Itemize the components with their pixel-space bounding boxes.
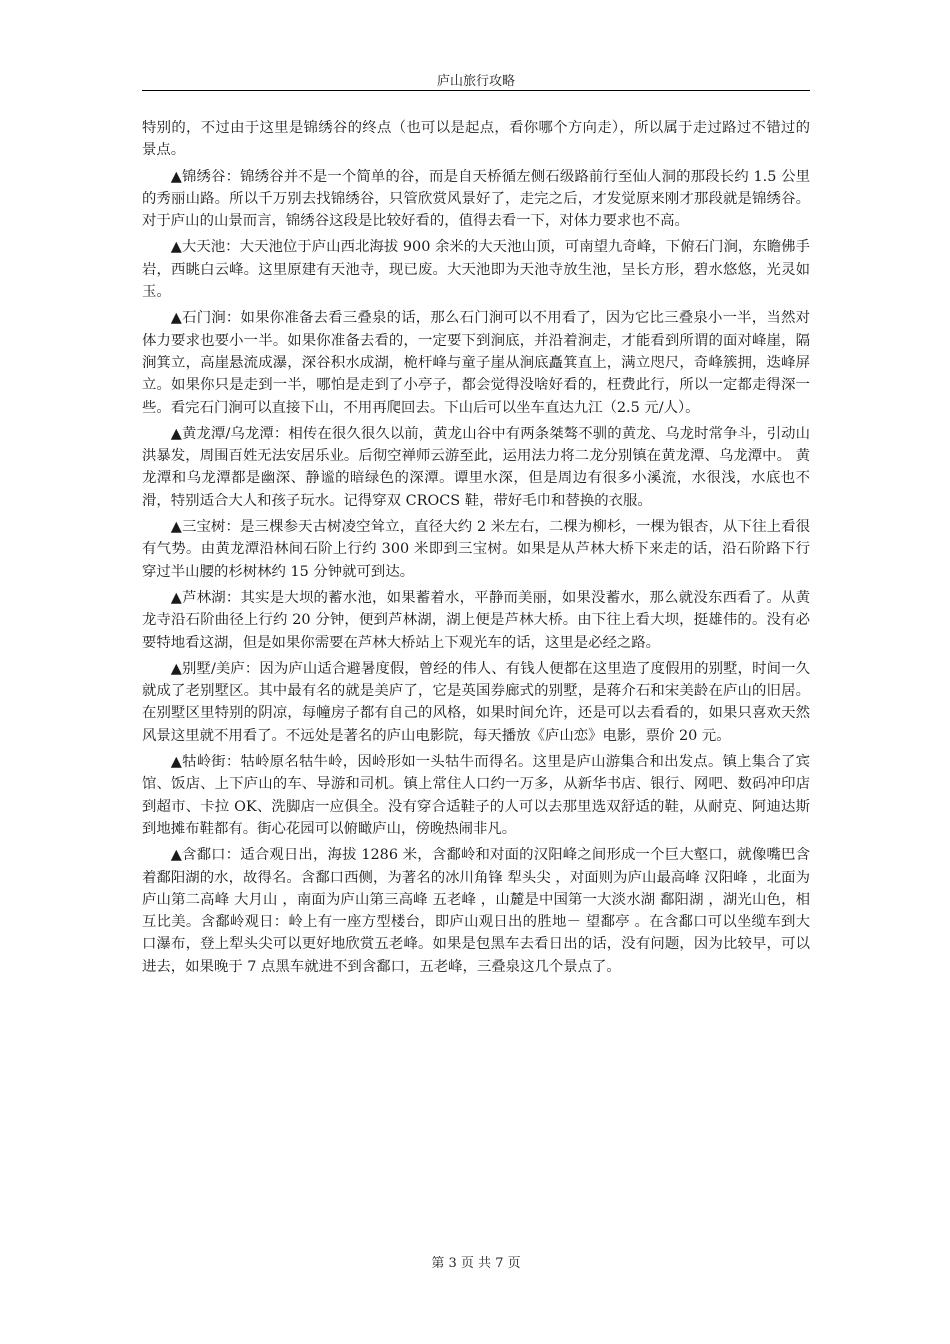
paragraph-shimenjian: ▲石门涧：如果你准备去看三叠泉的话，那么石门涧可以不用看了，因为它比三叠泉小一半，当然对体力要求也要小一半。如果你准备去看的，一定要下到涧底，并沿着涧走，才能看到所谓的面对峰崖，隔涧箕立，高崖悬流成瀑，深谷积水成湖，桅杆峰与童子崖从涧底矗箕直上，满立咫尺，奇峰簇拥，迭峰屏立。如果你只是走到一半，哪怕是走到了小亭子，都会觉得没啥好看的，枉费此行，所以一定都走得深一些。看完石门涧可以直接下山，不用再爬回去。下山后可以坐车直达九江（2.5 元/人）。: [142, 310, 810, 416]
paragraph-jinxiugu: ▲锦绣谷：锦绣谷并不是一个简单的谷，而是自天桥循左侧石级路前行至仙人洞的那段长约 1.5 公里的秀丽山路。所以千万别去找锦绣谷，只管欣赏风景好了，走完之后，才发觉原来刚才那段就是锦绣谷。对于庐山的山景而言，锦绣谷这段是比较好看的，值得去看一下，对体力要求也不高。: [142, 168, 810, 230]
paragraph-datianchi: ▲大天池：大天池位于庐山西北海拔 900 余米的大天池山顶，可南望九奇峰，下俯石门涧，东瞻佛手岩，西眺白云峰。这里原建有天池寺，现已废。大天池即为天池寺放生池，呈长方形，碧水悠悠，光灵如玉。: [142, 239, 810, 301]
paragraph-lulinhu: ▲芦林湖：其实是大坝的蓄水池，如果蓄着水，平静而美丽，如果没蓄水，那么就没东西看了。从黄龙寺沿石阶曲径上行约 20 分钟，便到芦林湖，湖上便是芦林大桥。由下往上看大坝，挺雄伟的。没有必要特地看这湖，但是如果你需要在芦林大桥站上下观光车的话，这里是必经之路。: [142, 589, 810, 651]
paragraph-gulingjie: ▲牯岭街：牯岭原名牯牛岭，因岭形如一头牯牛而得名。这里是庐山游集合和出发点。镇上集合了宾馆、饭店、上下庐山的车、导游和司机。镇上常住人口约一万多，从新华书店、银行、网吧、数码冲印店到超市、卡拉 OK、洗脚店一应俱全。没有穿合适鞋子的人可以去那里选双舒适的鞋，从耐克、阿迪达斯到地摊布鞋都有。街心花园可以俯瞰庐山，傍晚热闹非凡。: [142, 754, 810, 837]
paragraph-continuation: 特别的，不过由于这里是锦绣谷的终点（也可以是起点，看你哪个方向走），所以属于走过路过不错过的景点。: [142, 120, 810, 159]
page-header-title: 庐山旅行攻略: [436, 74, 515, 89]
paragraph-huanglongtan: ▲黄龙潭/乌龙潭：相传在很久很久以前，黄龙山谷中有两条桀骜不驯的黄龙、乌龙时常争斗，引动山洪暴发，周围百姓无法安居乐业。后彻空禅师云游至此，运用法力将二龙分别镇在黄龙潭、乌龙潭中。 黄龙潭和乌龙潭都是幽深、静谧的暗绿色的深潭。谭里水深，但是周边有很多小溪流，水很浅，水底也不滑，特别适合大人和孩子玩水。记得穿双 CROCS 鞋，带好毛巾和替换的衣服。: [142, 425, 810, 509]
paragraph-sanbaoshu: ▲三宝树：是三棵参天古树凌空耸立，直径大约 2 米左右，二棵为柳杉，一棵为银杏，从下往上看很有气势。由黄龙潭沿林间石阶上行约 300 米即到三宝树。如果是从芦林大桥下来走的话，沿石阶路下行穿过半山腰的杉树林约 15 分钟就可到达。: [142, 519, 810, 580]
page-footer-number: 第 3 页 共 7 页: [431, 1256, 521, 1271]
header-divider: [142, 90, 810, 91]
document-body: [142, 117, 810, 982]
paragraph-hanpokou: ▲含鄱口：适合观日出，海拔 1286 米，含鄱岭和对面的汉阳峰之间形成一个巨大壑口，就像嘴巴含着鄱阳湖的水，故得名。含鄱口西侧，为著名的冰川角锋 犁头尖 ，对面则为庐山最高峰 汉阳峰 ，北面为庐山第二高峰 大月山 ，南面为庐山第三高峰 五老峰 ，山麓是中国第一大淡水湖 鄱阳湖 ，湖光山色，相互比美。含鄱岭观日：岭上有一座方型楼台，即庐山观日出的胜地－ 望鄱亭 。在含鄱口可以坐缆车到大口瀑布，登上犁头尖可以更好地欣赏五老峰。如果是包黑车去看日出的话，没有问题，因为比较早，可以进去，如果晚于 7 点黑车就进不到含鄱口，五老峰，三叠泉这几个景点了。: [142, 847, 810, 975]
paragraph-bieshu-meilu: ▲别墅/美庐：因为庐山适合避暑度假，曾经的伟人、有钱人便都在这里造了度假用的别墅，时间一久就成了老别墅区。其中最有名的就是美庐了，它是英国券廊式的别墅，是蒋介石和宋美龄在庐山的旧居。在别墅区里特别的阴凉，每幢房子都有自己的风格，如果时间允许，还是可以去看看的，如果只喜欢天然风景这里就不用看了。不远处是著名的庐山电影院，每天播放《庐山恋》电影，票价 20 元。: [142, 660, 810, 744]
